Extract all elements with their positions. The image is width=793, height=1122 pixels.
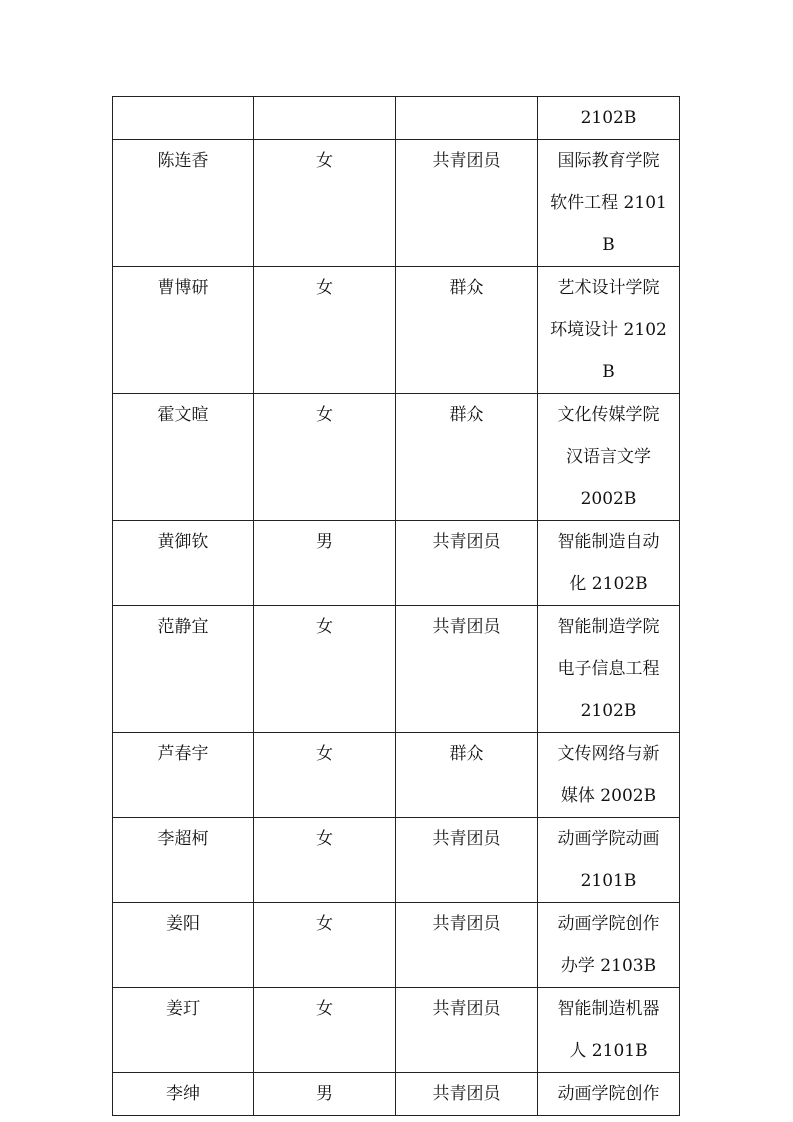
- class-cell: [538, 733, 680, 818]
- politics-cell: 共青团员: [396, 988, 538, 1073]
- class-line: 媒体 2002B: [560, 786, 657, 806]
- class-cell: [538, 606, 680, 733]
- politics-cell: 群众: [396, 267, 538, 394]
- politics-cell: 共青团员: [396, 903, 538, 988]
- class-line: 人 2101B: [569, 1041, 648, 1061]
- table-row: [113, 988, 680, 1073]
- class-cell: [538, 521, 680, 606]
- name-cell: [113, 97, 254, 140]
- class-line: 2002B: [580, 489, 637, 509]
- gender-cell: 女: [254, 394, 396, 521]
- class-cell: [538, 267, 680, 394]
- gender-cell: [254, 97, 396, 140]
- gender-cell: 男: [254, 1073, 396, 1116]
- politics-cell: 共青团员: [396, 140, 538, 267]
- table-row: [113, 394, 680, 521]
- name-cell: 陈连香: [113, 140, 254, 267]
- class-cell: [538, 988, 680, 1073]
- table-row: [113, 521, 680, 606]
- table-row: [113, 606, 680, 733]
- class-line: 2101B: [580, 871, 637, 891]
- class-cell: [538, 394, 680, 521]
- gender-cell: 女: [254, 903, 396, 988]
- name-cell: 黄御钦: [113, 521, 254, 606]
- table-row: [113, 97, 680, 140]
- table-row: [113, 818, 680, 903]
- class-line: 办学 2103B: [560, 956, 657, 976]
- class-cell: [538, 97, 680, 140]
- gender-cell: 女: [254, 267, 396, 394]
- politics-cell: 共青团员: [396, 606, 538, 733]
- name-cell: 芦春宇: [113, 733, 254, 818]
- class-line: 化 2102B: [569, 574, 648, 594]
- politics-cell: [396, 97, 538, 140]
- politics-cell: 群众: [396, 394, 538, 521]
- name-cell: 李超柯: [113, 818, 254, 903]
- gender-cell: 女: [254, 733, 396, 818]
- class-cell: [538, 1073, 680, 1116]
- name-cell: 姜玎: [113, 988, 254, 1073]
- class-line: 艺术设计学院: [557, 278, 660, 298]
- class-line: 国际教育学院: [557, 151, 660, 171]
- class-line: 2102B: [580, 701, 637, 721]
- table-row: [113, 733, 680, 818]
- table-row: [113, 903, 680, 988]
- roster-table-body: [113, 97, 680, 1116]
- class-line: 文传网络与新: [557, 744, 660, 764]
- class-line: 电子信息工程: [557, 659, 660, 679]
- gender-cell: 女: [254, 818, 396, 903]
- student-roster-table: [112, 96, 680, 1116]
- name-cell: 曹博研: [113, 267, 254, 394]
- class-cell: [538, 140, 680, 267]
- class-cell: [538, 903, 680, 988]
- name-cell: 霍文暄: [113, 394, 254, 521]
- name-cell: 姜阳: [113, 903, 254, 988]
- table-row: [113, 267, 680, 394]
- politics-cell: 共青团员: [396, 1073, 538, 1116]
- gender-cell: 女: [254, 140, 396, 267]
- politics-cell: 共青团员: [396, 818, 538, 903]
- class-line: 智能制造自动: [557, 532, 660, 552]
- politics-cell: 群众: [396, 733, 538, 818]
- table-row: [113, 140, 680, 267]
- gender-cell: 女: [254, 606, 396, 733]
- class-line: 软件工程 2101B: [550, 193, 667, 255]
- class-line: 文化传媒学院: [557, 405, 660, 425]
- class-line: 汉语言文学: [566, 447, 651, 467]
- gender-cell: 女: [254, 988, 396, 1073]
- politics-cell: 共青团员: [396, 521, 538, 606]
- class-line: 智能制造学院: [557, 617, 660, 637]
- class-line: 环境设计 2102B: [550, 320, 667, 382]
- name-cell: 范静宜: [113, 606, 254, 733]
- table-row: [113, 1073, 680, 1116]
- gender-cell: 男: [254, 521, 396, 606]
- class-line: 智能制造机器: [557, 999, 660, 1019]
- class-line: 2102B: [580, 108, 637, 128]
- name-cell: 李绅: [113, 1073, 254, 1116]
- class-cell: [538, 818, 680, 903]
- class-line: 动画学院创作: [557, 1084, 660, 1104]
- class-line: 动画学院创作: [557, 914, 660, 934]
- class-line: 动画学院动画: [557, 829, 660, 849]
